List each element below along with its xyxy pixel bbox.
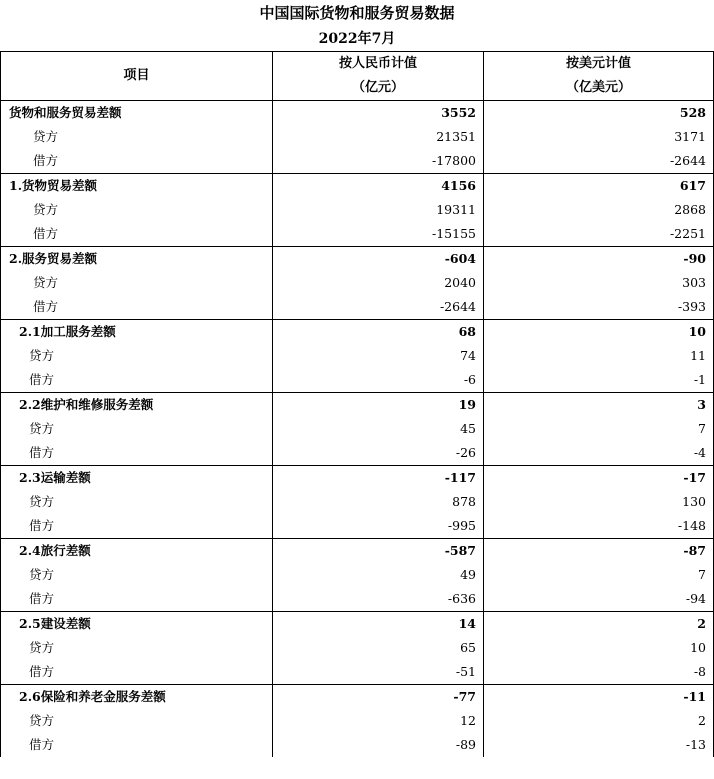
column-header-item: 项目 xyxy=(1,52,273,101)
usd-value: -94 xyxy=(484,587,714,612)
rmb-value: 19 xyxy=(273,393,484,418)
table-row-group xyxy=(1,612,714,637)
usd-value: 303 xyxy=(484,271,714,295)
row-label: 贷方 xyxy=(1,490,273,514)
table-row-group xyxy=(1,174,714,199)
row-label: 借方 xyxy=(1,222,273,247)
row-label: 2.4旅行差额 xyxy=(1,539,273,564)
rmb-value: -89 xyxy=(273,733,484,757)
table-row-group xyxy=(1,539,714,564)
usd-value: 528 xyxy=(484,101,714,126)
usd-value: -393 xyxy=(484,295,714,320)
usd-value: 3 xyxy=(484,393,714,418)
rmb-value: 4156 xyxy=(273,174,484,199)
row-label: 贷方 xyxy=(1,636,273,660)
table-row-group xyxy=(1,393,714,418)
row-label: 借方 xyxy=(1,295,273,320)
row-label: 贷方 xyxy=(1,198,273,222)
usd-value: -2644 xyxy=(484,149,714,174)
row-label: 借方 xyxy=(1,149,273,174)
column-header-usd-line1: 按美元计值 xyxy=(565,56,631,71)
rmb-value: -604 xyxy=(273,247,484,272)
usd-value: 11 xyxy=(484,344,714,368)
table-row xyxy=(1,149,714,174)
row-label: 1.货物贸易差额 xyxy=(1,174,273,199)
table-row-group xyxy=(1,101,714,126)
rmb-value: 14 xyxy=(273,612,484,637)
table-row xyxy=(1,125,714,149)
column-header-rmb xyxy=(273,52,484,101)
rmb-value: -2644 xyxy=(273,295,484,320)
rmb-value: -587 xyxy=(273,539,484,564)
rmb-value: 68 xyxy=(273,320,484,345)
rmb-value: 2040 xyxy=(273,271,484,295)
rmb-value: 45 xyxy=(273,417,484,441)
row-label: 2.1加工服务差额 xyxy=(1,320,273,345)
usd-value: 2868 xyxy=(484,198,714,222)
row-label: 2.服务贸易差额 xyxy=(1,247,273,272)
table-row xyxy=(1,222,714,247)
row-label: 借方 xyxy=(1,587,273,612)
row-label: 借方 xyxy=(1,660,273,685)
row-label: 借方 xyxy=(1,733,273,757)
usd-value: -11 xyxy=(484,685,714,710)
column-header-usd-unit: （亿美元） xyxy=(565,80,631,95)
row-label: 2.5建设差额 xyxy=(1,612,273,637)
rmb-value: 19311 xyxy=(273,198,484,222)
rmb-value: -51 xyxy=(273,660,484,685)
usd-value: -2251 xyxy=(484,222,714,247)
table-row xyxy=(1,563,714,587)
table-row xyxy=(1,417,714,441)
usd-value: -148 xyxy=(484,514,714,539)
table-row-group xyxy=(1,320,714,345)
usd-value: -1 xyxy=(484,368,714,393)
table-header xyxy=(1,52,714,101)
usd-value: 2 xyxy=(484,612,714,637)
usd-value: 2 xyxy=(484,709,714,733)
table-row xyxy=(1,368,714,393)
usd-value: -4 xyxy=(484,441,714,466)
row-label: 贷方 xyxy=(1,271,273,295)
rmb-value: 878 xyxy=(273,490,484,514)
table-row xyxy=(1,660,714,685)
table-row-group xyxy=(1,685,714,710)
usd-value: 3171 xyxy=(484,125,714,149)
table-row xyxy=(1,636,714,660)
row-label: 货物和服务贸易差额 xyxy=(1,101,273,126)
usd-value: 7 xyxy=(484,417,714,441)
usd-value: 10 xyxy=(484,636,714,660)
rmb-value: 74 xyxy=(273,344,484,368)
row-label: 2.6保险和养老金服务差额 xyxy=(1,685,273,710)
page-title: 中国国际货物和服务贸易数据 xyxy=(259,4,455,22)
table-row xyxy=(1,490,714,514)
table-row xyxy=(1,295,714,320)
usd-value: -8 xyxy=(484,660,714,685)
row-label: 贷方 xyxy=(1,344,273,368)
table-row xyxy=(1,709,714,733)
table-row xyxy=(1,441,714,466)
usd-value: 10 xyxy=(484,320,714,345)
table-row xyxy=(1,733,714,757)
usd-value: 130 xyxy=(484,490,714,514)
usd-value: -90 xyxy=(484,247,714,272)
rmb-value: 49 xyxy=(273,563,484,587)
row-label: 借方 xyxy=(1,368,273,393)
table-row-group xyxy=(1,247,714,272)
rmb-value: -117 xyxy=(273,466,484,491)
column-header-rmb-line1: 按人民币计值 xyxy=(338,56,417,71)
rmb-value: 21351 xyxy=(273,125,484,149)
rmb-value: -15155 xyxy=(273,222,484,247)
usd-value: -17 xyxy=(484,466,714,491)
column-header-rmb-unit: （亿元） xyxy=(351,80,404,95)
rmb-value: 3552 xyxy=(273,101,484,126)
rmb-value: -995 xyxy=(273,514,484,539)
table-row xyxy=(1,271,714,295)
usd-value: 7 xyxy=(484,563,714,587)
rmb-value: -17800 xyxy=(273,149,484,174)
row-label: 2.3运输差额 xyxy=(1,466,273,491)
usd-value: 617 xyxy=(484,174,714,199)
rmb-value: 12 xyxy=(273,709,484,733)
table-row-group xyxy=(1,466,714,491)
column-header-usd xyxy=(484,52,714,101)
table-row xyxy=(1,587,714,612)
table-row xyxy=(1,514,714,539)
usd-value: -87 xyxy=(484,539,714,564)
rmb-value: -636 xyxy=(273,587,484,612)
table-row xyxy=(1,344,714,368)
row-label: 2.2维护和维修服务差额 xyxy=(1,393,273,418)
row-label: 借方 xyxy=(1,514,273,539)
usd-value: -13 xyxy=(484,733,714,757)
row-label: 贷方 xyxy=(1,417,273,441)
table-row xyxy=(1,198,714,222)
row-label: 贷方 xyxy=(1,709,273,733)
rmb-value: 65 xyxy=(273,636,484,660)
table-body xyxy=(1,101,714,758)
rmb-value: -77 xyxy=(273,685,484,710)
rmb-value: -26 xyxy=(273,441,484,466)
page-subtitle: 2022年7月 xyxy=(318,31,396,47)
row-label: 借方 xyxy=(1,441,273,466)
row-label: 贷方 xyxy=(1,125,273,149)
rmb-value: -6 xyxy=(273,368,484,393)
trade-data-table xyxy=(0,51,714,757)
row-label: 贷方 xyxy=(1,563,273,587)
